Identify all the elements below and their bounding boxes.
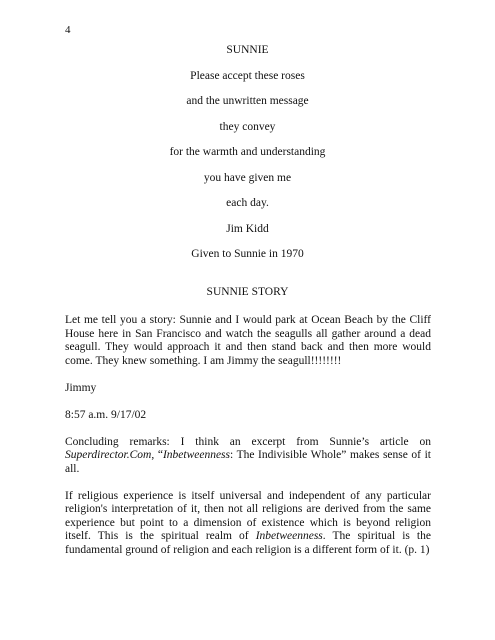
remarks-text: , “ <box>151 449 163 461</box>
article-quote <box>65 490 431 558</box>
remarks-text: Concluding remarks: I think an excerpt from Sunnie’s article on <box>65 435 431 448</box>
poem-author: Jim Kidd <box>226 222 269 235</box>
concluding-remarks <box>65 436 431 477</box>
poem-line: they convey <box>219 120 276 133</box>
poem-line: each day. <box>226 197 269 209</box>
poem-dedication: Given to Sunnie in 1970 <box>191 248 304 260</box>
poem-title: SUNNIE <box>226 44 269 56</box>
poem-line: you have given me <box>203 171 292 184</box>
page-number: 4 <box>65 24 71 36</box>
website-name: Superdirector.Com <box>65 449 152 461</box>
story-timestamp: 8:57 a.m. 9/17/02 <box>65 408 147 421</box>
poem-line: for the warmth and understanding <box>169 146 326 158</box>
story-title: SUNNIE STORY <box>206 286 289 298</box>
quote-text: If religious experience is itself universal and independent of any particular religion's interpretation of it, then not all religions are derived from the same experience but point to a dimension of existence which is beyond religion itself. This is the spiritual realm of <box>65 489 431 542</box>
remarks-text: : The Indivisible Whole” makes sense of it all. <box>65 449 431 475</box>
quote-term: Inbetweenness <box>255 530 323 542</box>
poem <box>0 41 495 271</box>
article-term: Inbetweenness <box>162 449 231 461</box>
quote-text: . The spiritual is the fundamental ground of religion and each religion is a different form of it. (p. 1) <box>65 530 431 556</box>
story-signature: Jimmy <box>65 381 97 394</box>
poem-line: and the unwritten message <box>186 95 309 107</box>
poem-line: Please accept these roses <box>190 69 305 82</box>
story-paragraph: Let me tell you a story: Sunnie and I would park at Ocean Beach by the Cliff House here in San Francisco and watch the seagulls all gather around a dead seagull. They would approach it and then stand back and then more would come. They knew something. I am Jimmy the seagull!!!!!!!! <box>65 314 431 367</box>
story-body <box>65 314 431 557</box>
